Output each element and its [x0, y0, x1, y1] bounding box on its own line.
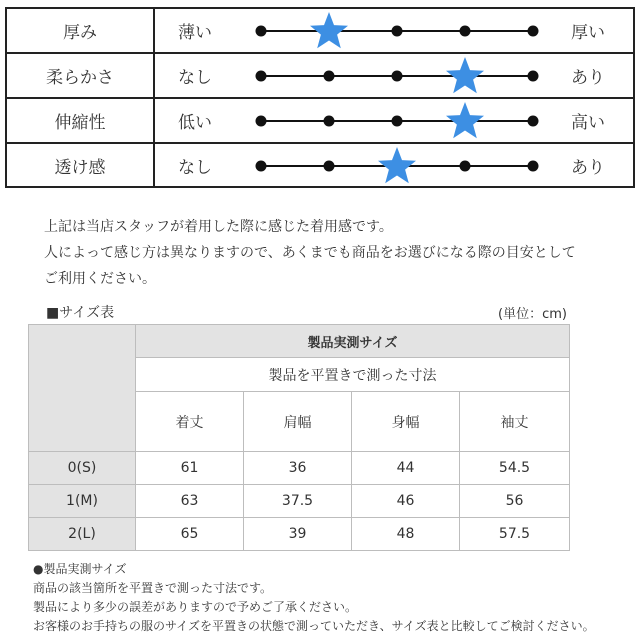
rating-row-softness — [7, 52, 633, 97]
scale-dot — [256, 161, 267, 172]
rating-star-icon — [446, 102, 484, 138]
note-line: 上記は当店スタッフが着用した際に感じた着用感です。 — [44, 219, 393, 235]
footnote-line: 商品の該当箇所を平置きで測った寸法です。 — [33, 581, 273, 595]
scale-dot — [528, 116, 539, 127]
table-cell: 63 — [136, 485, 244, 518]
table-row — [29, 452, 570, 485]
scale-dot — [256, 116, 267, 127]
rating-scale — [247, 9, 547, 52]
scale-dot — [392, 71, 403, 82]
rating-high-label: 厚い — [571, 23, 605, 43]
table-cell: 48 — [352, 518, 460, 551]
scale-dot — [460, 161, 471, 172]
table-row — [29, 518, 570, 551]
rating-star-icon — [446, 57, 484, 93]
rating-attribute: 透け感 — [7, 144, 155, 187]
rating-low-label: なし — [178, 158, 212, 178]
size-table — [28, 324, 570, 551]
footnote-line: お客様のお手持ちの服のサイズを平置きの状態で測っていただき、サイズ表と比較してご検討ください。 — [33, 619, 595, 633]
rating-star-icon — [310, 12, 348, 48]
table-row — [29, 485, 570, 518]
table-cell: 57.5 — [460, 518, 570, 551]
scale-dot — [528, 71, 539, 82]
table-cell: 56 — [460, 485, 570, 518]
table-cell: 54.5 — [460, 452, 570, 485]
scale-dot — [324, 116, 335, 127]
rating-low-label: 低い — [178, 113, 212, 133]
size-chart-title: ■サイズ表 — [46, 305, 115, 321]
footnote-line: 製品により多少の誤差がありますので予めご了承ください。 — [33, 600, 358, 614]
rating-high-label: あり — [571, 158, 605, 178]
size-table-header-sub: 製品を平置きで測った寸法 — [136, 358, 570, 392]
table-cell: 65 — [136, 518, 244, 551]
rating-low-label: なし — [178, 68, 212, 88]
note-line: 人によって感じ方は異なりますので、あくまでも商品をお選びになる際の目安として — [44, 245, 576, 261]
rating-attribute: 柔らかさ — [7, 54, 155, 97]
rating-high-label: 高い — [571, 113, 605, 133]
size-table-corner — [29, 325, 136, 452]
rating-row-sheerness — [7, 142, 633, 187]
column-header: 袖丈 — [460, 392, 570, 452]
rating-row-stretch — [7, 97, 633, 142]
footnote-heading: ●製品実測サイズ — [33, 562, 127, 576]
scale-dot — [256, 26, 267, 37]
scale-dot — [392, 116, 403, 127]
rating-low-label: 薄い — [178, 23, 212, 43]
column-header: 着丈 — [136, 392, 244, 452]
size-label: 2(L) — [29, 518, 136, 551]
size-label: 0(S) — [29, 452, 136, 485]
rating-attribute: 厚み — [7, 9, 155, 52]
table-cell: 46 — [352, 485, 460, 518]
rating-scale — [247, 54, 547, 97]
scale-dot — [324, 161, 335, 172]
column-header: 身幅 — [352, 392, 460, 452]
fit-notes — [44, 214, 624, 292]
size-label: 1(M) — [29, 485, 136, 518]
rating-star-icon — [378, 147, 416, 183]
scale-dot — [528, 26, 539, 37]
rating-scale — [247, 99, 547, 142]
rating-attribute: 伸縮性 — [7, 99, 155, 142]
table-cell: 61 — [136, 452, 244, 485]
table-cell: 44 — [352, 452, 460, 485]
size-footnotes — [33, 560, 638, 636]
texture-rating-table — [5, 7, 635, 188]
scale-dot — [324, 71, 335, 82]
note-line: ご利用ください。 — [44, 271, 156, 287]
scale-dot — [460, 26, 471, 37]
table-cell: 36 — [244, 452, 352, 485]
column-header: 肩幅 — [244, 392, 352, 452]
scale-dot — [528, 161, 539, 172]
rating-scale — [247, 144, 547, 187]
scale-dot — [256, 71, 267, 82]
scale-dot — [392, 26, 403, 37]
table-cell: 39 — [244, 518, 352, 551]
rating-row-thickness — [7, 9, 633, 52]
size-table-header-main: 製品実測サイズ — [136, 325, 570, 358]
rating-high-label: あり — [571, 68, 605, 88]
table-cell: 37.5 — [244, 485, 352, 518]
size-chart-unit: (単位：cm) — [498, 307, 567, 322]
